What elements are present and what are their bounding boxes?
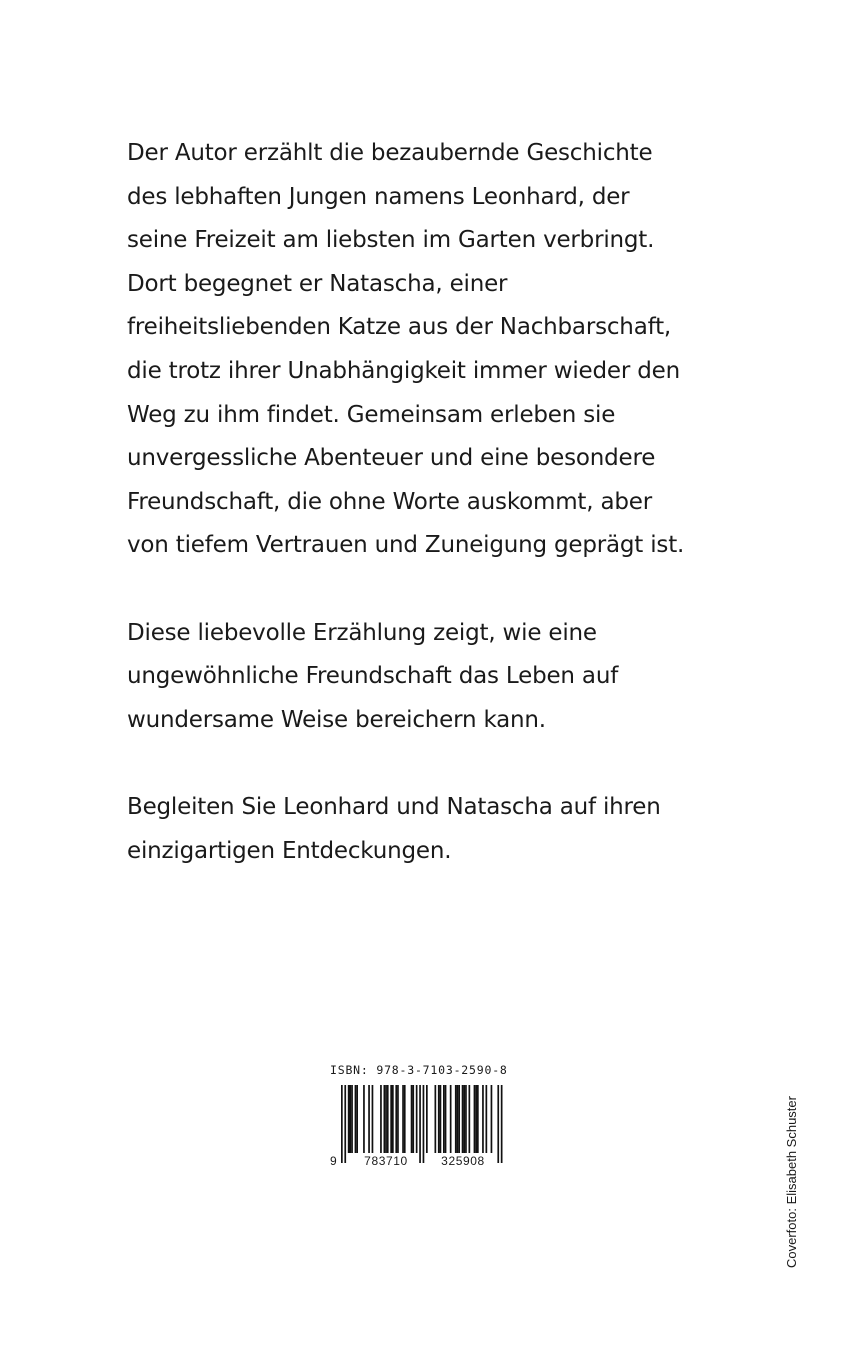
barcode-bar <box>469 1085 471 1153</box>
barcode-guard-bar <box>501 1085 503 1163</box>
barcode-bar <box>348 1085 350 1153</box>
barcode-bar <box>491 1085 493 1153</box>
barcode-bar <box>438 1085 440 1153</box>
barcode-bar <box>372 1085 374 1153</box>
barcode-bar <box>477 1085 479 1153</box>
barcode-bar <box>412 1085 414 1153</box>
paragraph-gap <box>127 742 767 786</box>
blurb-line: Dort begegnet er Natascha, einer <box>127 270 508 297</box>
barcode-bar <box>475 1085 477 1153</box>
barcode-bar <box>351 1085 353 1153</box>
barcode-bar <box>411 1085 413 1153</box>
barcode-bar <box>455 1085 457 1153</box>
barcode-bar <box>350 1085 352 1153</box>
barcode-right-digits: 325908 <box>441 1154 485 1167</box>
barcode-bar <box>445 1085 447 1153</box>
barcode-bar <box>390 1085 392 1153</box>
barcode-bar <box>450 1085 452 1153</box>
blurb-line: seine Freizeit am liebsten im Garten verbringt. <box>127 227 655 254</box>
blurb-line: des lebhaften Jungen namens Leonhard, der <box>127 183 630 210</box>
blurb-line: wundersame Weise bereichern kann. <box>127 706 546 733</box>
barcode-bar <box>443 1085 445 1153</box>
blurb-paragraph-2 <box>127 612 767 743</box>
barcode-bar <box>395 1085 397 1153</box>
blurb-paragraph-1 <box>127 132 767 568</box>
barcode-guard-bar <box>344 1085 346 1163</box>
paragraph-gap <box>127 568 767 612</box>
barcode-bar <box>486 1085 488 1153</box>
cover-photo-credit: Coverfoto: Elisabeth Schuster <box>784 1096 799 1268</box>
blurb-line: ungewöhnliche Freundschaft das Leben auf <box>127 663 619 690</box>
barcode-bar <box>404 1085 406 1153</box>
barcode-bar <box>355 1085 357 1153</box>
barcode-bars <box>341 1085 503 1163</box>
barcode-bar <box>402 1085 404 1153</box>
barcode-bar <box>474 1085 476 1153</box>
barcode-bar <box>363 1085 365 1153</box>
barcode-bar <box>426 1085 428 1153</box>
blurb-line: von tiefem Vertrauen und Zuneigung geprägt ist. <box>127 532 685 559</box>
barcode-bar <box>392 1085 394 1153</box>
barcode-bar <box>385 1085 387 1153</box>
barcode-bar <box>462 1085 464 1153</box>
isbn-text: ISBN: 978-3-7103-2590-8 <box>330 1063 508 1077</box>
barcode-bar <box>397 1085 399 1153</box>
barcode-bar <box>384 1085 386 1153</box>
isbn-barcode <box>328 1063 528 1167</box>
blurb-line: freiheitsliebenden Katze aus der Nachbarschaft, <box>127 314 672 341</box>
barcode-first-digit: 9 <box>330 1154 337 1167</box>
barcode-guard-bar <box>497 1085 499 1163</box>
back-cover-blurb <box>127 132 767 873</box>
blurb-line: die trotz ihrer Unabhängigkeit immer wieder den <box>127 357 680 384</box>
barcode-left-digits: 783710 <box>364 1154 408 1167</box>
barcode-bar <box>368 1085 370 1153</box>
blurb-line: Weg zu ihm findet. Gemeinsam erleben sie <box>127 401 616 428</box>
barcode-image <box>328 1085 508 1167</box>
barcode-bar <box>465 1085 467 1153</box>
barcode-bar <box>458 1085 460 1153</box>
blurb-line: Freundschaft, die ohne Worte auskommt, aber <box>127 488 652 515</box>
blurb-line: Der Autor erzählt die bezaubernde Geschichte <box>127 140 653 166</box>
barcode-bar <box>387 1085 389 1153</box>
blurb-line: Diese liebevolle Erzählung zeigt, wie eine <box>127 619 597 646</box>
barcode-guard-bar <box>423 1085 425 1163</box>
barcode-bar <box>416 1085 418 1153</box>
barcode-bar <box>482 1085 484 1153</box>
barcode-bar <box>435 1085 437 1153</box>
blurb-line: einzigartigen Entdeckungen. <box>127 837 452 864</box>
barcode-bar <box>380 1085 382 1153</box>
barcode-bar <box>356 1085 358 1153</box>
barcode-bar <box>457 1085 459 1153</box>
blurb-line: unvergessliche Abenteuer und eine besondere <box>127 445 656 472</box>
barcode-guard-bar <box>419 1085 421 1163</box>
barcode-bar <box>463 1085 465 1153</box>
barcode-guard-bar <box>341 1085 343 1163</box>
blurb-paragraph-3 <box>127 786 767 873</box>
blurb-line: Begleiten Sie Leonhard und Natascha auf ihren <box>127 793 661 820</box>
barcode-bar <box>440 1085 442 1153</box>
